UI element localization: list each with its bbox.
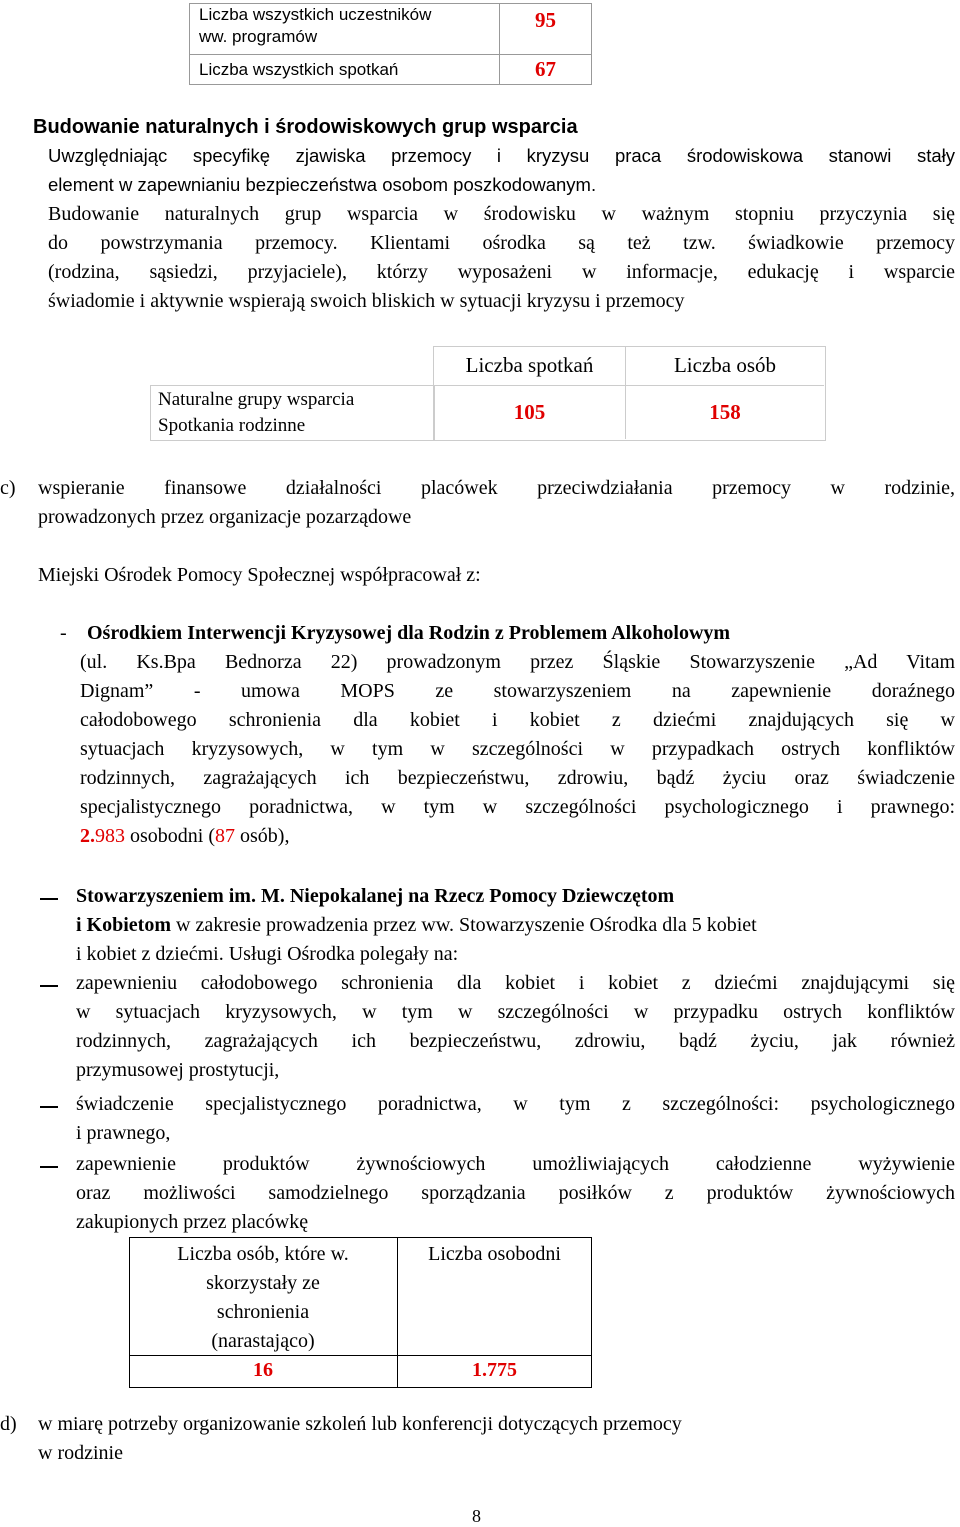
shelter-col1-header: Liczba osób, które w. skorzystały ze schronienia (narastająco) bbox=[177, 1243, 349, 1352]
col-people-header: Liczba osób bbox=[673, 353, 777, 377]
shelter-days-value: 1.775 bbox=[472, 1359, 517, 1381]
shelter-people-value: 16 bbox=[253, 1359, 273, 1381]
point-marker: d) bbox=[0, 1413, 17, 1435]
paragraph-line: Miejski Ośrodek Pomocy Społecznej współpracował z: bbox=[38, 564, 481, 586]
paragraph-line: Dignam” - umowa MOPS ze stowarzyszeniem na zapewnienie doraźnego bbox=[80, 680, 955, 702]
paragraph-line: zakupionych przez placówkę bbox=[76, 1211, 309, 1233]
paragraph-line: w miarę potrzeby organizowanie szkoleń lub konferencji dotyczących przemocy bbox=[38, 1413, 682, 1435]
paragraph-line: do powstrzymania przemocy. Klientami ośrodka są też tzw. świadkowie przemocy bbox=[48, 232, 956, 254]
groups-table bbox=[150, 346, 825, 440]
paragraph-line: (rodzina, sąsiedzi, przyjaciele), którzy wyposażeni w informacje, edukację i wsparcie bbox=[48, 261, 955, 283]
shelter-col2-header: Liczba osobodni bbox=[428, 1243, 561, 1265]
paragraph-line: sytuacjach kryzysowych, w tym w szczególności w przypadkach ostrych konfliktów bbox=[80, 738, 955, 760]
paragraph-line: Uwzględniając specyfikę zjawiska przemocy i kryzysu praca środowiskowa stanowi stały bbox=[48, 145, 955, 166]
paragraph-line: i kobiet z dziećmi. Usługi Ośrodka polegały na: bbox=[76, 943, 459, 965]
groups-people-value: 158 bbox=[709, 400, 741, 424]
shelter-table bbox=[129, 1237, 591, 1387]
page-number: 8 bbox=[472, 1506, 481, 1526]
paragraph-line: rodzinnych, zagrażających ich bezpieczeństwu, zdrowiu, bądź życiu oraz świadczenie bbox=[80, 767, 955, 789]
paragraph-line: świadczenie specjalistycznego poradnictwa, w tym z szczególności: psychologicznego bbox=[76, 1093, 955, 1115]
paragraph-line: Budowanie naturalnych grup wsparcia w środowisku w ważnym stopniu przyczynia się bbox=[48, 203, 955, 225]
paragraph-line: przymusowej prostytucji, bbox=[76, 1059, 280, 1081]
list-dash bbox=[40, 1106, 58, 1108]
meetings-label: Liczba wszystkich spotkań bbox=[190, 55, 500, 85]
list-dash bbox=[40, 898, 58, 900]
participants-table bbox=[189, 3, 592, 85]
point-marker: c) bbox=[0, 477, 16, 499]
paragraph-line: prowadzonych przez organizacje pozarządowe bbox=[38, 506, 412, 528]
paragraph-line: (ul. Ks.Bpa Bednorza 22) prowadzonym przez Śląskie Stowarzyszenie „Ad Vitam bbox=[80, 651, 955, 673]
participants-label: Liczba wszystkich uczestników ww. programów bbox=[190, 4, 500, 55]
groups-meetings-value: 105 bbox=[513, 400, 546, 424]
paragraph-line: oraz możliwości samodzielnego sporządzania posiłków z produktów żywnościowych bbox=[76, 1182, 955, 1204]
item-title: Ośrodkiem Interwencji Kryzysowej dla Rodzin z Problemem Alkoholowym bbox=[87, 622, 731, 644]
paragraph-line: i prawnego, bbox=[76, 1122, 171, 1144]
col-meetings-header: Liczba spotkań bbox=[465, 353, 594, 377]
paragraph-line: element w zapewnianiu bezpieczeństwa osobom poszkodowanym. bbox=[48, 174, 597, 195]
list-dash bbox=[40, 1166, 58, 1168]
paragraph-line: specjalistycznego poradnictwa, w tym w szczególności psychologicznego i prawnego: bbox=[80, 796, 955, 818]
paragraph-line: i Kobietom w zakresie prowadzenia przez ww. Stowarzyszenie Ośrodka dla 5 kobiet bbox=[76, 914, 757, 936]
list-marker: - bbox=[60, 622, 67, 644]
paragraph-line: zapewnienie produktów żywnościowych umożliwiających całodzienne wyżywienie bbox=[76, 1153, 955, 1175]
paragraph-line: w rodzinie bbox=[38, 1442, 123, 1464]
paragraph-line: 2.983 osobodni (87 osób), bbox=[80, 825, 290, 847]
item-title: Stowarzyszeniem im. M. Niepokalanej na Rzecz Pomocy Dziewczętom bbox=[76, 885, 675, 907]
paragraph-line: w sytuacjach kryzysowych, w tym w szczególności w przypadku ostrych konfliktów bbox=[76, 1001, 955, 1023]
paragraph-line: świadomie i aktywnie wspierają swoich bliskich w sytuacji kryzysu i przemocy bbox=[48, 290, 685, 312]
paragraph-line: całodobowego schronienia dla kobiet i kobiet z dziećmi znajdujących się w bbox=[80, 709, 955, 731]
participants-value: 95 bbox=[500, 4, 592, 55]
list-dash bbox=[40, 985, 58, 987]
paragraph-line: zapewnieniu całodobowego schronienia dla kobiet i kobiet z dziećmi znajdującymi się bbox=[76, 972, 955, 994]
paragraph-line: rodzinnych, zagrażających ich bezpieczeństwu, zdrowiu, bądź życiu, jak również bbox=[76, 1030, 955, 1052]
meetings-value: 67 bbox=[500, 55, 592, 85]
groups-row-label: Naturalne grupy wsparcia Spotkania rodzinne bbox=[158, 389, 355, 436]
paragraph-line: wspieranie finansowe działalności placówek przeciwdziałania przemocy w rodzinie, bbox=[38, 477, 955, 499]
section-heading: Budowanie naturalnych i środowiskowych grup wsparcia bbox=[33, 116, 578, 138]
